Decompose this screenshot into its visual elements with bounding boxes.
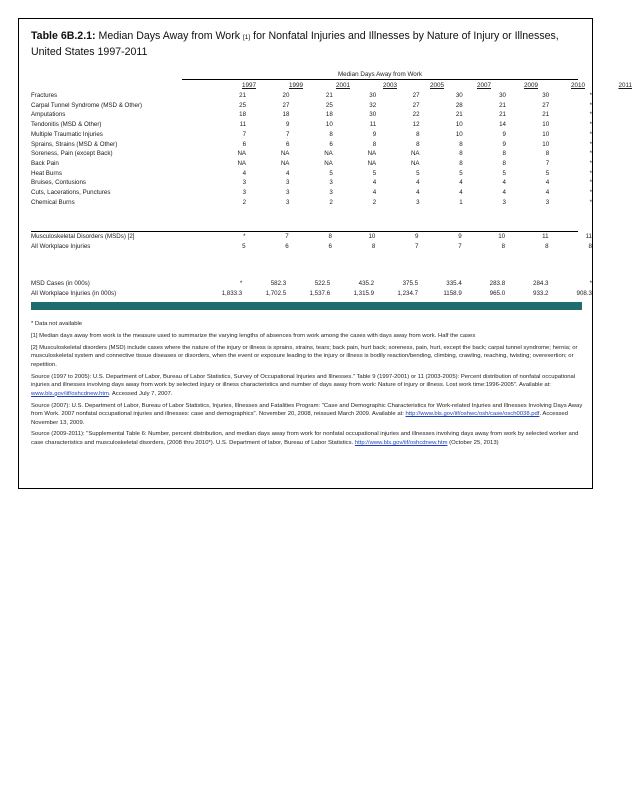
cell-value: 10 [542,140,550,148]
table-row [31,140,592,150]
row-label: Bruises, Contusions [31,179,87,187]
cell-value: 6 [285,140,290,148]
cell-value: 18 [239,111,247,119]
row-label: Cuts, Lacerations, Punctures [31,189,111,197]
cell-value: * [589,179,592,187]
cell-value: 5 [416,169,420,177]
cell-value: * [589,140,592,148]
cell-value: 4 [545,189,550,197]
cell-value: 4 [545,179,550,187]
cell-value: 284.3 [533,280,549,287]
row-label: Multiple Traumatic Injuries [31,130,103,138]
cell-value: 28 [455,101,463,109]
group-header-rule [182,79,578,80]
source-3-link[interactable]: http://www.bls.gov/iif/oshcdnew.htm [354,440,448,447]
cell-value: 14 [499,121,506,129]
cell-value: 22 [412,111,420,119]
cell-value: 30 [455,92,463,99]
source-2-tail: . Accessed November 13, 2009. [31,411,568,426]
cell-value: 9 [502,140,506,148]
row-label: Carpal Tunnel Syndrome (MSD & Other) [31,101,143,109]
cell-value: 6 [329,140,333,148]
cell-value: 4 [242,169,247,177]
cell-value: 965.0 [489,290,506,297]
cell-value: 18 [282,111,290,119]
cell-value: 21 [325,92,333,99]
cell-value: 21 [499,101,506,109]
cell-value: 1,537.6 [309,290,331,297]
cell-value: 5 [545,169,550,177]
table-row [31,242,592,252]
source-1-tail: . Accessed July 7, 2007. [108,390,173,397]
cell-value: 4 [502,189,506,197]
cell-value: NA [237,150,247,158]
source-2-text: Source (2007): U.S. Department of Labor, Bureau of Labor Statistics, Injuries, Illnesses and Fatalities Program: "Case and Demographic Characteristics for Work-related Injuries and Illnesses Involving Days Away from Work. 2007 nonfatal occupational injuries and illnesses: case and demographics". November 20, 2008, reissued March 2009. Available at: [31,402,583,418]
cell-value: 8 [545,150,550,158]
cell-value: NA [367,150,377,158]
source-1997-2005 [31,373,583,399]
year-header: 2007 [476,82,491,89]
cell-value: * [589,130,592,138]
cell-value: * [589,92,592,99]
row-label: Tendonitis (MSD & Other) [31,121,102,129]
cell-value: 2 [242,198,247,206]
cell-value: 10 [325,121,333,129]
cell-value: 8 [545,242,549,250]
table-frame [18,18,632,489]
source-2007 [31,402,583,428]
cell-value: 3 [285,198,290,206]
cell-value: 8 [329,130,333,138]
source-2009-2011 [31,430,583,447]
year-header: 2001 [335,82,350,89]
cell-value: 30 [542,92,550,99]
cell-value: 908.3 [576,290,592,297]
cell-value: 1,833.3 [221,290,243,297]
cell-value: 9 [458,233,462,240]
table-row [31,232,592,242]
cell-value: 9 [415,233,419,240]
summary-table [31,232,592,251]
cell-value: 12 [412,121,420,129]
table-row [31,101,592,111]
table-row [31,279,592,289]
cell-value: 8 [416,130,420,138]
case-count-table [31,279,592,299]
title-text-b: for Nonfatal Injuries and Illnesses by Nature of Injury or Illnesses, United States 1997-2011 [31,30,559,58]
cell-value: NA [280,150,290,158]
cell-value: 8 [416,140,420,148]
cell-value: 3 [416,198,420,206]
year-header: 2003 [382,82,397,89]
cell-value: 1 [459,198,463,206]
note-1: [1] Median days away from work is the measure used to summarize the varying lengths of absences from work among the cases with days away from work. Half the cases [31,332,476,339]
cell-value: 335.4 [446,280,462,287]
cell-value: * [239,280,243,287]
cell-value: 1,702.5 [265,290,287,297]
cell-value: * [589,159,592,167]
note-na: * Data not available [31,321,83,327]
table-row [31,149,592,159]
cell-value: 20 [282,92,290,99]
group-header: Median Days Away from Work [337,71,423,78]
cell-value: * [589,280,592,287]
table-row [31,289,592,299]
cell-value: 30 [369,111,377,119]
row-label: Chemical Burns [31,198,75,206]
cell-value: NA [410,150,420,158]
year-header: 1999 [288,82,303,89]
cell-value: 8 [459,159,463,167]
cell-value: 7 [545,159,550,167]
cell-value: 6 [328,242,332,250]
cell-value: 21 [239,92,247,99]
table-row [31,120,592,130]
cell-value: 5 [242,242,246,250]
cell-value: * [589,150,592,158]
year-header: 2010 [570,82,585,89]
cell-value: 27 [282,101,290,109]
table-row [31,130,592,140]
cell-value: 933.2 [533,290,549,297]
cell-value: 32 [369,101,377,109]
cell-value: * [589,111,592,119]
cell-value: * [589,169,592,177]
cell-value: 30 [369,92,377,99]
cell-value: 25 [239,101,247,109]
cell-value: 3 [242,189,247,197]
cell-value: * [589,189,592,197]
cell-value: NA [280,159,290,167]
cell-value: 10 [455,121,463,129]
cell-value: 3 [242,179,247,187]
source-1-text: Source (1997 to 2005): U.S. Department of Labor, Bureau of Labor Statistics, Survey of Occupational Injuries and Illnesses." Table 9 (1997-2001) or 11 (2003-2005): Percent distribution of nonfatal occupational injuries and illnesses involving days away from work by selected injury or illness characteristics and number of days away from work: Nature of injury or illness. Lost work time:1996-2005". Available at: [31,373,576,389]
cell-value: 4 [459,179,463,187]
cell-value: NA [324,159,333,167]
cell-value: 27 [412,92,420,99]
cell-value: 11 [585,233,592,240]
source-1-link[interactable]: www.bls.gov/iif/oshcdnew.htm [31,390,109,397]
cell-value: 8 [328,233,332,240]
source-3-tail: (October 25, 2013) [447,440,499,447]
cell-value: * [589,101,592,109]
title-footnote-ref: [1] [242,34,251,41]
row-label: Sprains, Strains (MSD & Other) [31,140,118,148]
title-label: Table 6B.2.1: [31,30,96,42]
table-row [31,91,592,101]
injury-table [31,91,592,207]
cell-value: 1,315.9 [353,290,375,297]
cell-value: 6 [285,242,289,250]
cell-value: 4 [416,189,420,197]
cell-value: 5 [329,169,333,177]
cell-value: 4 [502,179,506,187]
row-label: Heat Burns [31,169,62,177]
cell-value: 7 [458,242,462,250]
cell-value: 435.2 [358,280,375,287]
cell-value: NA [324,150,333,158]
cell-value: 10 [542,130,550,138]
year-header: 2009 [523,82,538,89]
cell-value: 8 [459,140,463,148]
cell-value: 8 [502,150,506,158]
cell-value: 21 [455,111,463,119]
cell-value: 9 [502,130,506,138]
cell-value: 5 [502,169,506,177]
cell-value: 7 [242,130,247,138]
cell-value: 8 [459,150,463,158]
cell-value: 2 [372,198,377,206]
cell-value: 4 [459,189,463,197]
cell-value: 5 [372,169,377,177]
cell-value: 25 [325,101,333,109]
cell-value: 4 [285,169,290,177]
footnotes [31,320,583,451]
row-label: Amputations [31,111,66,119]
table-row [31,159,592,169]
table-row [31,110,592,120]
cell-value: 11 [369,121,377,129]
row-label: All Workplace Injuries [31,242,91,250]
table-row [31,178,592,188]
row-label: Musculoskeletal Disorders (MSDs) [2] [31,233,135,240]
year-header: 1997 [241,82,256,89]
cell-value: 582.3 [270,280,287,287]
table-row [31,188,592,198]
cell-value: 7 [285,130,290,138]
row-label: All Workplace Injuries (in 000s) [31,290,117,297]
year-header: 2005 [429,82,444,89]
cell-value: 10 [368,233,376,240]
cell-value: 375.5 [402,280,419,287]
cell-value: 10 [455,130,463,138]
table-row [31,169,592,179]
cell-value: 283.8 [489,280,506,287]
cell-value: 27 [542,101,550,109]
cell-value: 8 [502,159,506,167]
cell-value: NA [367,159,377,167]
cell-value: 3 [285,179,290,187]
cell-value: 8 [501,242,506,250]
cell-value: 3 [329,179,333,187]
cell-value: 7 [415,242,419,250]
cell-value: NA [237,159,247,167]
cell-value: 30 [499,92,506,99]
cell-value: 3 [502,198,506,206]
cell-value: 9 [372,130,377,138]
cell-value: 1,234.7 [397,290,419,297]
cell-value: 21 [499,111,506,119]
cell-value: 27 [412,101,420,109]
cell-value: * [243,233,246,240]
cell-value: 4 [372,179,377,187]
cell-value: * [589,198,592,206]
cell-value: 3 [329,189,333,197]
cell-value: 1158.9 [443,290,462,297]
cell-value: 4 [416,179,420,187]
cell-value: NA [410,159,420,167]
cell-value: 7 [285,233,289,240]
cell-value: 8 [588,242,592,250]
cell-value: 4 [372,189,377,197]
cell-value: 11 [239,121,247,129]
cell-value: 10 [542,121,550,129]
cell-value: 522.5 [314,280,331,287]
cell-value: 5 [459,169,463,177]
title-text-a: Median Days Away from Work [95,30,243,42]
cell-value: 2 [329,198,333,206]
cell-value: 8 [371,242,376,250]
cell-value: 11 [542,233,549,240]
cell-value: 8 [372,140,377,148]
cell-value: 21 [542,111,550,119]
table-row [31,198,592,208]
cell-value: 10 [498,233,506,240]
cell-value: 6 [242,140,247,148]
row-label: Back Pain [31,159,59,167]
year-header: 2011 [618,82,632,89]
cell-value: * [589,121,592,129]
cell-value: 3 [285,189,290,197]
source-2-link[interactable]: http://www.bls.gov/iif/oshwc/osh/case/osch0038.pdf [405,411,540,418]
cell-value: 3 [545,198,550,206]
row-label: Fractures [31,92,58,99]
teal-divider-band [31,302,582,310]
cell-value: 9 [285,121,290,129]
row-label: Soreness, Pain (except Back) [31,150,113,158]
row-label: MSD Cases (in 000s) [31,280,90,287]
cell-value: 18 [325,111,333,119]
source-3-text: Source (2009-2011): "Supplemental Table 6: Number, percent distribution, and median days away from work for nonfatal occupational injuries and illnesses involving days away from work by selected worker and case characteristics and musculoskeletal disorders, (2008 thru 2010*). U.S. Department of labor, Bureau of Labor Statistics. [31,431,579,447]
note-2: [2] Musculoskeletal disorders (MSD) include cases where the nature of the injury or illness is sprains, strains, tears; back pain, hurt back; soreness, pain, hurt, except the back; carpal tunnel syndrome; hernia; or musculoskeletal system and connective tissue diseases or disorders, when the event or exposure leading to the injury or illness is bodily reaction/bending, climbing, crawling, reaching, twisting; overexertion; or repetition. [31,344,578,368]
page-title [31,29,583,60]
